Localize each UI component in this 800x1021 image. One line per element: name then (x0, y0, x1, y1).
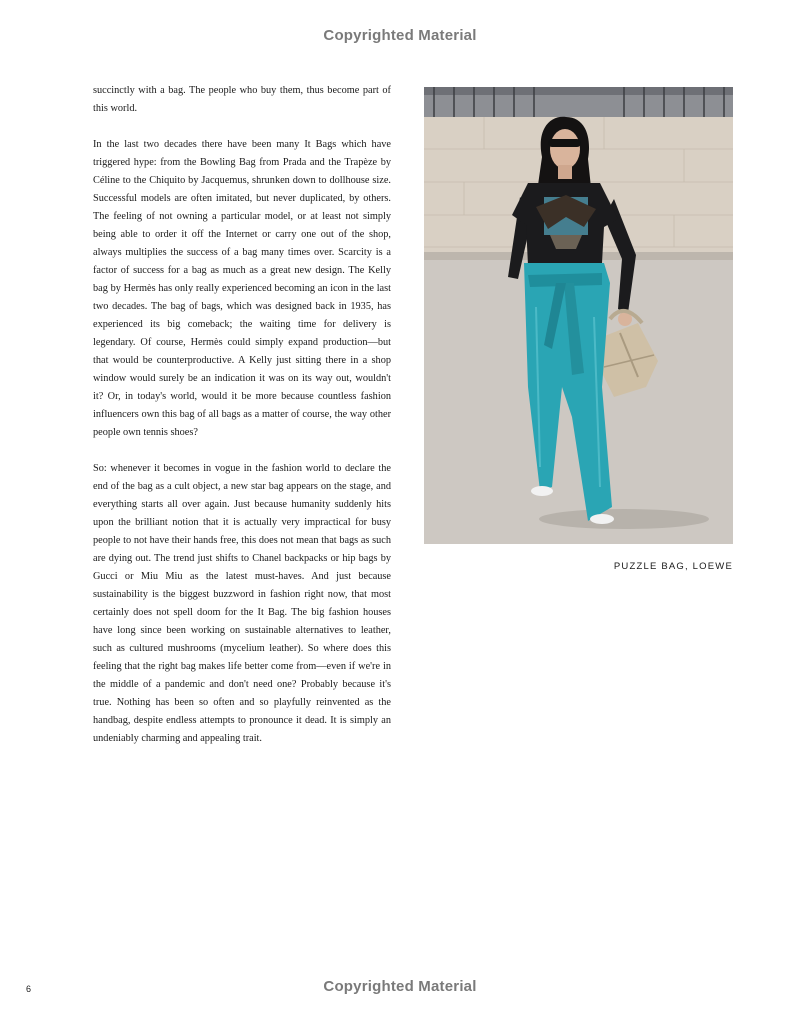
face (550, 129, 580, 169)
fashion-photo (424, 87, 733, 544)
paragraph: So: whenever it becomes in vogue in the fashion world to declare the end of the bag as a cult object, a new star bag appears on the stage, and everything starts all over again. Just because humanity suddenly hits upon the brilliant notion that it is actually very impractical for busy people to not have their hands free, this does not mean that bags as such are dying out. The trend just shifts to Chanel backpacks or hip bags by Gucci or Miu Miu as the latest must-haves. And just because sustainability is the biggest buzzword in fashion right now, that most certainly does not spell doom for the It Bag. The big fashion houses have long since been working on sustainable alternatives to leather, such as cultured mushrooms (mycelium leather). So where does this feeling that the right bag makes life better come from—even if we're in the middle of a pandemic and don't need one? Probably because it's true. Nothing has been so often and so playfully reinvented as the handbag, despite endless attempts to pronounce it dead. It is simply an undeniably charming and appealing trait. (93, 463, 391, 744)
copyright-watermark-top: Copyrighted Material (323, 27, 477, 44)
right-shoe (590, 514, 614, 524)
copyright-watermark-bottom: Copyrighted Material (323, 978, 477, 995)
paragraph: In the last two decades there have been many It Bags which have triggered hype: from the Bowling Bag from Prada and the Trapèze by Céline to the Chiquito by Jacquemus, shrunken down to dollhouse size. Successful models are often imitated, but never duplicated, by others. The feeling of not owning a particular model, or at least not simply being able to order it off the Internet or carry one out of the shop, always multiplies the success of a bag many times over. Scarcity is a factor of success for a bag as much as a great new design. The Kelly bag by Hermès has only really experienced becoming an icon in the last two decades. The bag of bags, which was designed back in 1935, has experienced its big comeback; the waiting time for delivery is legendary. Of course, Hermès could simply expand production—but that would be counterproductive. A Kelly just sitting there in a shop window would surely be an indication it was on its way out, wouldn't it? Or, in today's world, would it be more because countless fashion influencers own this bag of all bags as a matter of course, the way other people own tennis shoes? (93, 139, 391, 438)
photo-caption: PUZZLE BAG, LOEWE (613, 561, 733, 572)
left-shoe (531, 486, 553, 496)
street-style-illustration (424, 87, 733, 544)
page-number: 6 (26, 984, 32, 994)
body-text-column (93, 82, 391, 766)
sunglasses (548, 139, 581, 147)
paragraph: succinctly with a bag. The people who buy them, thus become part of this world. (93, 85, 391, 114)
